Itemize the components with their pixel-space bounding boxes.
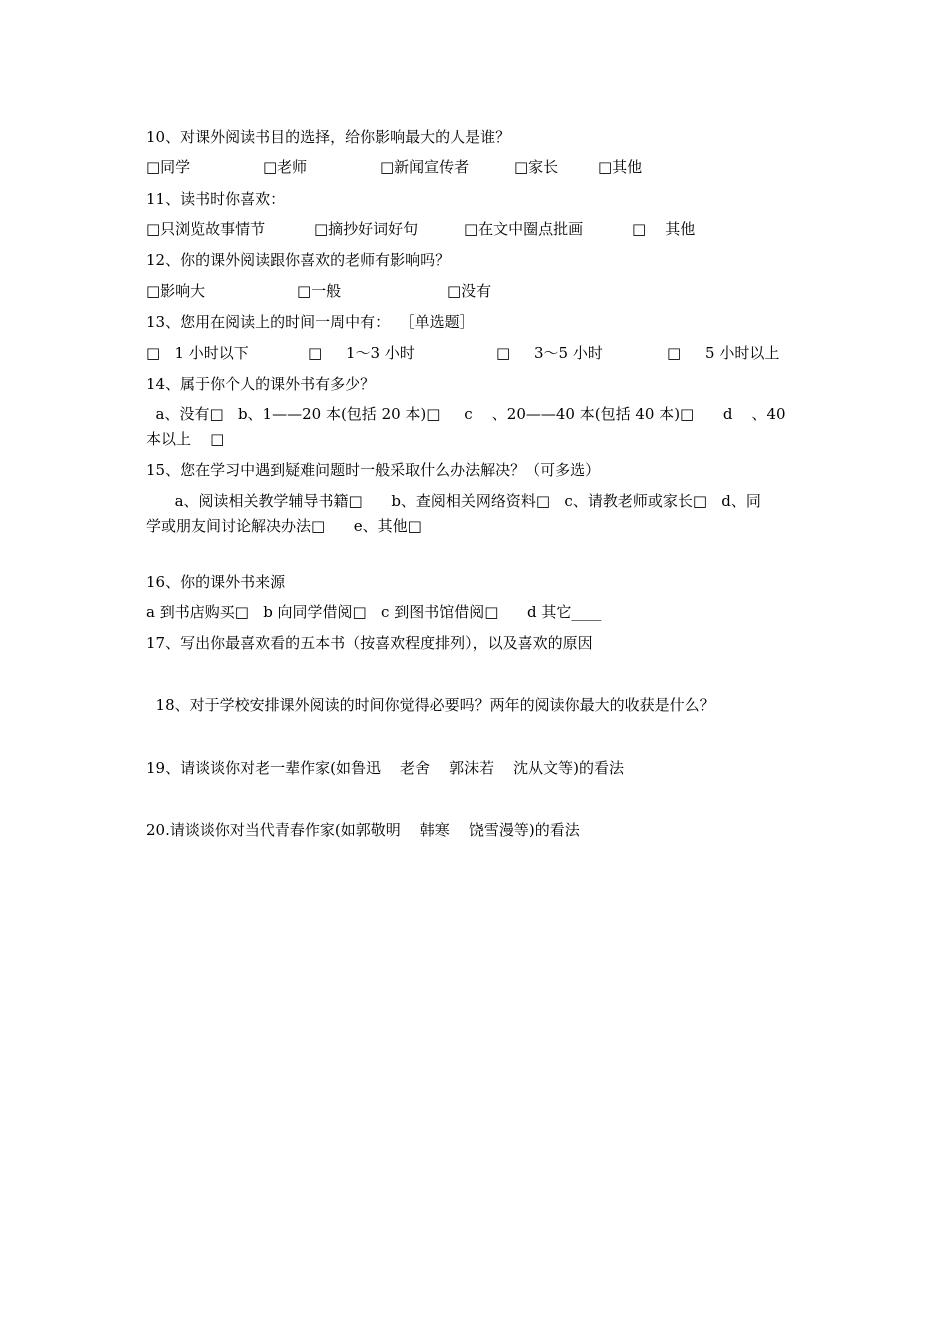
q16-options[interactable]: a 到书店购买□ b 向同学借阅□ c 到图书馆借阅□ d 其它____ bbox=[146, 603, 602, 621]
q10-option-parent[interactable]: □家长 bbox=[514, 158, 559, 176]
q13-option-2[interactable]: □ 1～3 小时 bbox=[308, 344, 415, 362]
q11-option-excerpt[interactable]: □摘抄好词好句 bbox=[314, 220, 419, 238]
question-18: 18、对于学校安排课外阅读的时间你觉得必要吗？两年的阅读你最大的收获是什么？ bbox=[146, 696, 715, 714]
q13-option-1[interactable]: □ 1 小时以下 bbox=[146, 344, 249, 362]
question-15: 15、您在学习中遇到疑难问题时一般采取什么办法解决？（可多选） bbox=[146, 461, 601, 479]
question-19: 19、请谈谈你对老一辈作家(如鲁迅 老舍 郭沫若 沈从文等)的看法 bbox=[146, 759, 625, 777]
q13-option-4[interactable]: □ 5 小时以上 bbox=[667, 344, 780, 362]
q10-option-news[interactable]: □新闻宣传者 bbox=[380, 158, 470, 176]
question-20: 20.请谈谈你对当代青春作家(如郭敬明 韩寒 饶雪漫等)的看法 bbox=[146, 821, 580, 839]
question-10: 10、对课外阅读书目的选择，给你影响最大的人是谁？ bbox=[146, 128, 511, 146]
q11-option-other[interactable]: □ 其他 bbox=[632, 220, 696, 238]
question-16: 16、你的课外书来源 bbox=[146, 573, 286, 591]
q15-options-line-1[interactable]: a、阅读相关教学辅导书籍□ b、查阅相关网络资料□ c、请教老师或家长□ d、同 bbox=[146, 492, 761, 510]
question-13: 13、您用在阅读上的时间一周中有： ［单选题］ bbox=[146, 313, 475, 331]
q10-option-other[interactable]: □其他 bbox=[598, 158, 643, 176]
q11-option-annotate[interactable]: □在文中圈点批画 bbox=[464, 220, 584, 238]
q13-option-3[interactable]: □ 3～5 小时 bbox=[496, 344, 603, 362]
q11-option-story[interactable]: □只浏览故事情节 bbox=[146, 220, 266, 238]
q14-options-line-1[interactable]: a、没有□ b、1——20 本(包括 20 本)□ c 、20——40 本(包括 40 本)□ d 、40 bbox=[146, 405, 786, 423]
q15-options-line-2[interactable]: 学或朋友间讨论解决办法□ e、其他□ bbox=[146, 517, 422, 535]
q12-option-none[interactable]: □没有 bbox=[447, 282, 492, 300]
question-12: 12、你的课外阅读跟你喜欢的老师有影响吗？ bbox=[146, 251, 451, 269]
q14-options-line-2[interactable]: 本以上 □ bbox=[146, 430, 225, 448]
q10-option-teacher[interactable]: □老师 bbox=[263, 158, 308, 176]
q12-option-big[interactable]: □影响大 bbox=[146, 282, 206, 300]
q10-option-classmate[interactable]: □同学 bbox=[146, 158, 191, 176]
question-17: 17、写出你最喜欢看的五本书（按喜欢程度排列），以及喜欢的原因 bbox=[146, 634, 593, 652]
q12-option-normal[interactable]: □一般 bbox=[297, 282, 342, 300]
question-14: 14、属于你个人的课外书有多少？ bbox=[146, 375, 376, 393]
question-11: 11、读书时你喜欢： bbox=[146, 190, 286, 208]
